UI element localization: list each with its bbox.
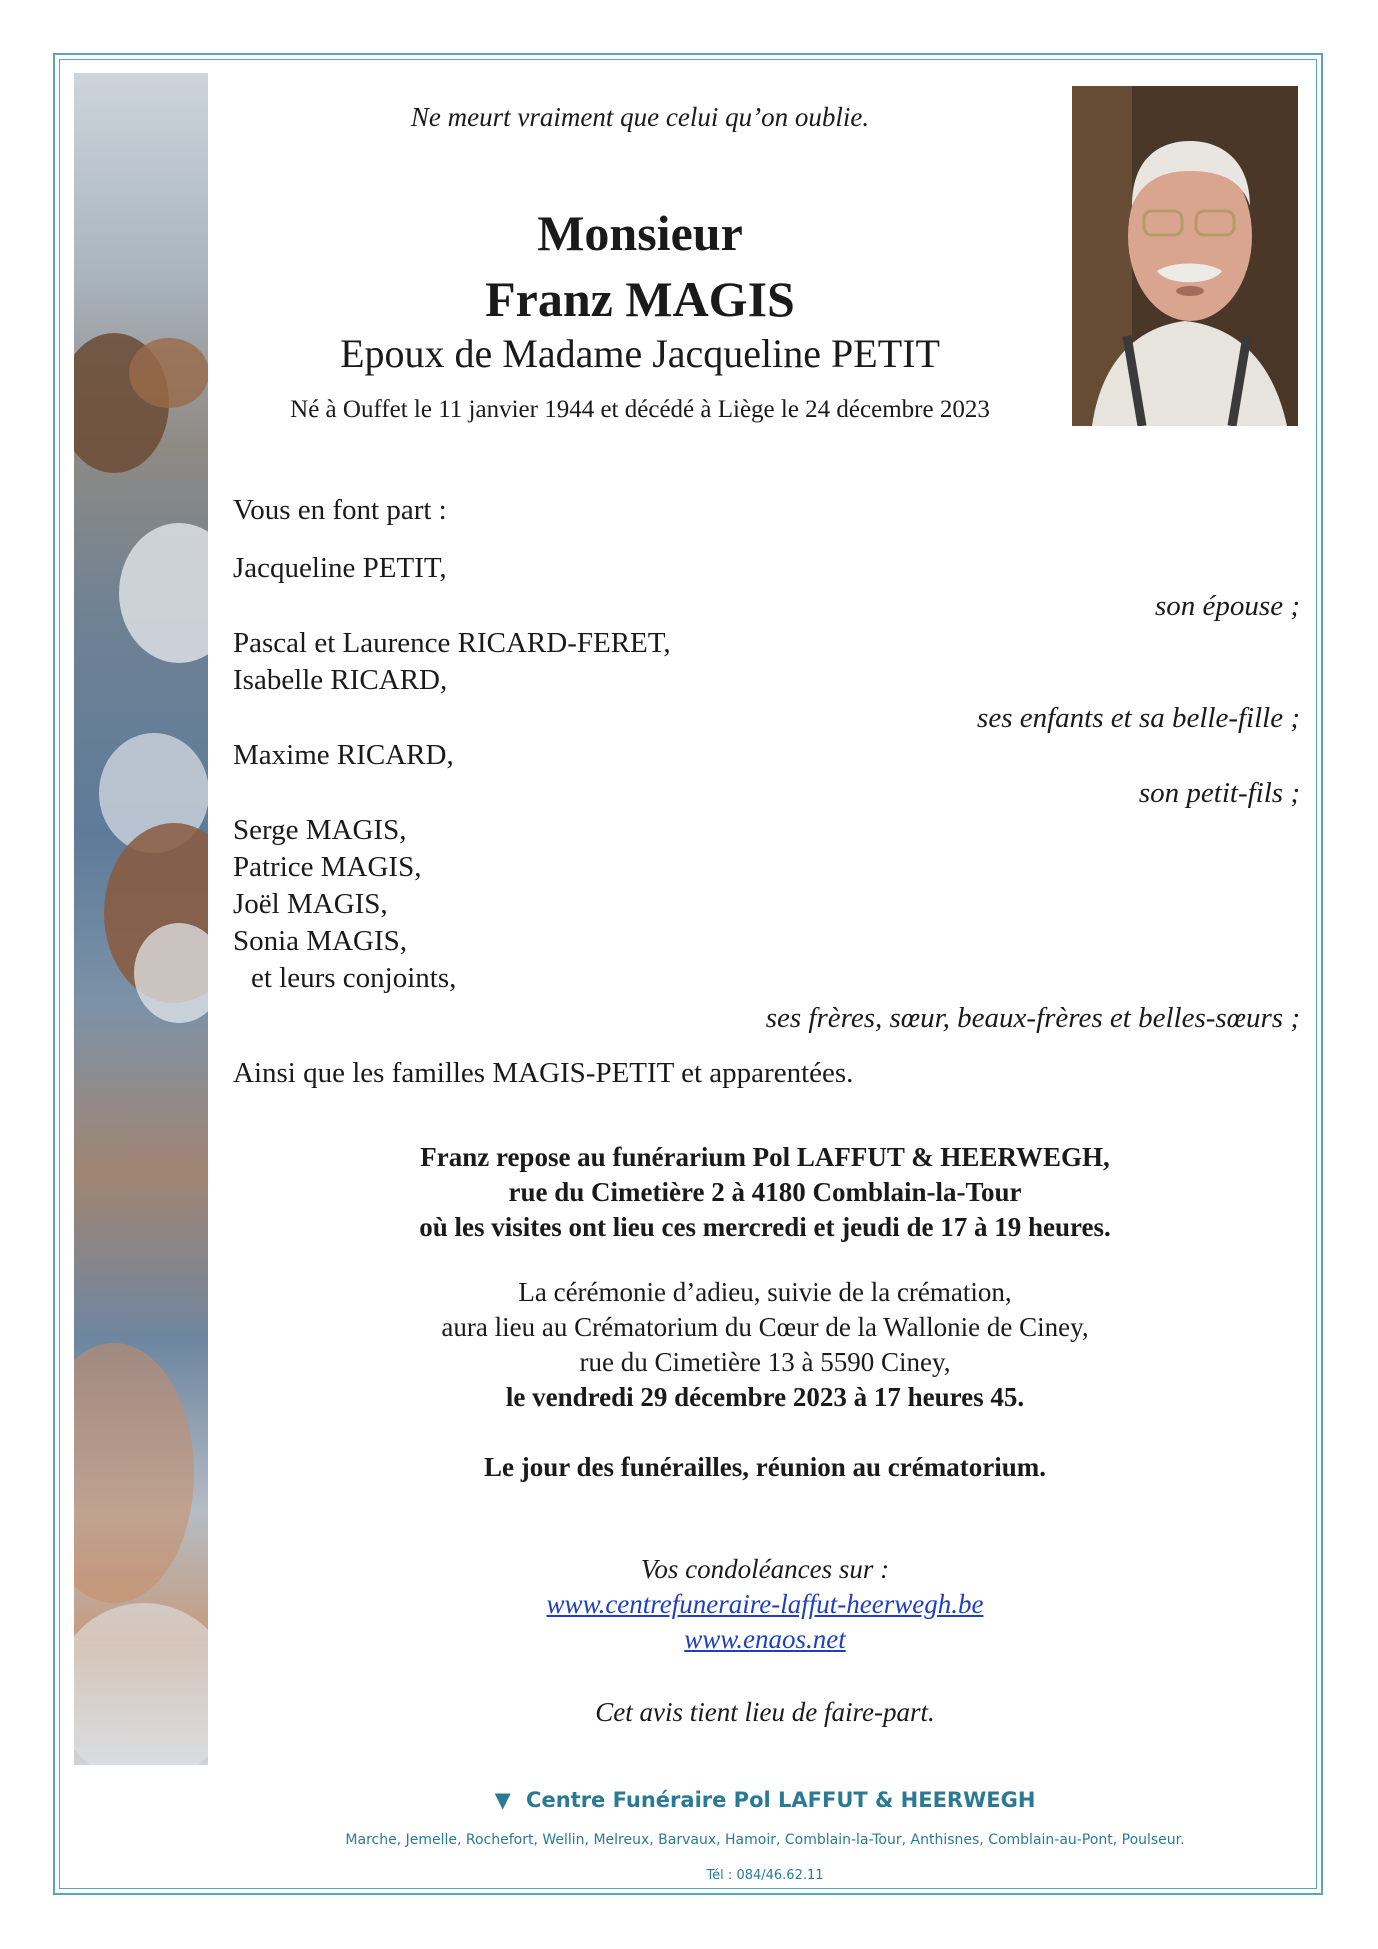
- spouse-relation: son épouse ;: [1155, 590, 1300, 622]
- list-item: Isabelle RICARD,: [233, 664, 448, 696]
- grandchild-names: [233, 737, 454, 774]
- meeting-line: Le jour des funérailles, réunion au crématorium.: [484, 1452, 1046, 1482]
- children-names: [233, 625, 671, 699]
- list-item: Jacqueline PETIT,: [233, 552, 447, 584]
- deceased-title: [200, 200, 1080, 332]
- announcement-intro: Vous en font part :: [233, 494, 447, 526]
- condolences-link-enaos[interactable]: www.enaos.net: [684, 1624, 846, 1654]
- condolences-block: [260, 1552, 1270, 1657]
- footer-phone: Tél : 084/46.62.11: [706, 1868, 824, 1883]
- list-item: et leurs conjoints,: [251, 962, 457, 994]
- spouse-names: [233, 550, 447, 587]
- list-item: Serge MAGIS,: [233, 814, 407, 846]
- footer-company: [260, 1788, 1270, 1812]
- spouse-line: Epoux de Madame Jacqueline PETIT: [340, 331, 940, 376]
- ceremony-line: rue du Cimetière 13 à 5590 Ciney,: [579, 1347, 951, 1377]
- portrait-photo: [1072, 86, 1298, 426]
- list-item: Sonia MAGIS,: [233, 925, 408, 957]
- repose-line: rue du Cimetière 2 à 4180 Comblain-la-Tour: [508, 1177, 1022, 1207]
- ceremony-line: aura lieu au Crématorium du Cœur de la Wallonie de Ciney,: [441, 1312, 1089, 1342]
- repose-line: où les visites ont lieu ces mercredi et jeudi de 17 à 19 heures.: [419, 1212, 1111, 1242]
- list-item: Maxime RICARD,: [233, 739, 454, 771]
- notice-line: Cet avis tient lieu de faire-part.: [595, 1697, 935, 1727]
- list-item: Joël MAGIS,: [233, 888, 388, 920]
- triangle-down-icon: ▼: [494, 1788, 511, 1812]
- birth-death-dates: Né à Ouffet le 11 janvier 1944 et décédé à Liège le 24 décembre 2023: [290, 396, 990, 423]
- families-line: Ainsi que les familles MAGIS-PETIT et apparentées.: [233, 1057, 854, 1089]
- siblings-names: [233, 812, 456, 997]
- condolences-link-laffut[interactable]: www.centrefuneraire-laffut-heerwegh.be: [546, 1589, 984, 1619]
- condolences-label: Vos condoléances sur :: [640, 1554, 890, 1584]
- list-item: Patrice MAGIS,: [233, 851, 422, 883]
- repose-line: Franz repose au funérarium Pol LAFFUT & HEERWEGH,: [420, 1142, 1110, 1172]
- ceremony-block: [260, 1275, 1270, 1415]
- repose-block: [260, 1140, 1270, 1245]
- deceased-name: Franz MAGIS: [485, 271, 795, 327]
- siblings-relation: ses frères, sœur, beaux-frères et belles-sœurs ;: [765, 1002, 1300, 1034]
- honorific: Monsieur: [537, 205, 743, 261]
- footer-cities: Marche, Jemelle, Rochefort, Wellin, Melreux, Barvaux, Hamoir, Comblain-la-Tour, Anthisnes, Comblain-au-Pont, Poulseur.: [345, 1832, 1185, 1848]
- list-item: Pascal et Laurence RICARD-FERET,: [233, 627, 671, 659]
- ceremony-date: le vendredi 29 décembre 2023 à 17 heures 45.: [505, 1382, 1025, 1412]
- children-relation: ses enfants et sa belle-fille ;: [977, 702, 1300, 734]
- epigraph-quote: Ne meurt vraiment que celui qu’on oublie.: [410, 102, 870, 132]
- ceremony-line: La cérémonie d’adieu, suivie de la crémation,: [518, 1277, 1012, 1307]
- footer-company-name: Centre Funéraire Pol LAFFUT & HEERWEGH: [526, 1788, 1036, 1812]
- grandchild-relation: son petit-fils ;: [1138, 777, 1300, 809]
- decorative-side-image: [74, 73, 208, 1765]
